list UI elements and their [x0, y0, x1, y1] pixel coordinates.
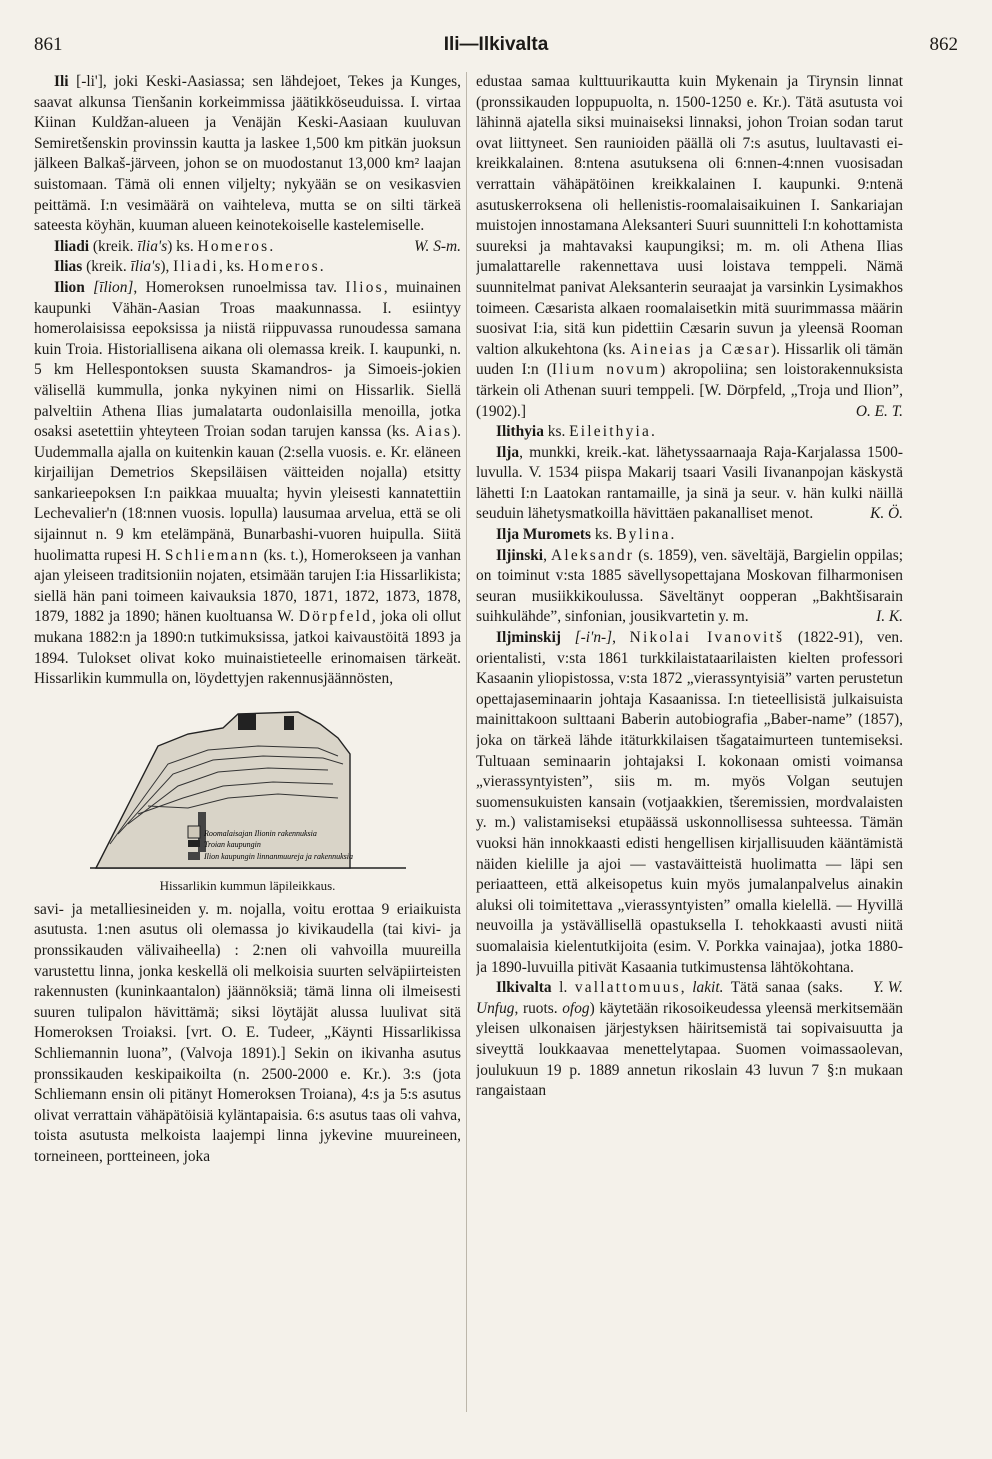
entry-text: Tätä sanaa (saks. — [723, 979, 843, 997]
entry-text: (kreik. — [82, 258, 131, 276]
entry-text: (ks. t.), Homerokseen ja vanhan ajan yleiseen traditsioniin nojaten, etsimään tarujen I:ia Hissarlikista; siellä hän pani toimeen kaivauksia 1870, 1871, 1872, 1873, 1878, 1879, 1882 ja 1890; hänen kuoltuansa W. — [34, 546, 461, 626]
page-number-right: 862 — [929, 34, 958, 55]
hissarlik-cross-section-figure — [34, 694, 461, 894]
entry-text: ). Uudemmalla ajalla on kuitenkin kauan (2:sella vuosis. e. Kr. eläneen kirjailijan Demetrios Skepsiläisen väitteiden nojalla) etsitty sankarieepoksen I:n paikkaa muualta; hyvin yleisesti kannatettiin Lechevalier'n (18:nnen vuosis. lopulla) lausumaa arvelua, että se oli sijainnut n. 9 km etelämpänä, Bunarbashi-vuoren huipulla. Siitä huolimatta rupesi H. — [34, 423, 461, 564]
cross-reference: Aias — [415, 423, 453, 441]
entry-ilion-continued — [476, 72, 903, 422]
entry-ilion-continued: savi- ja metalliesineiden y. m. nojalla, voitu erottaa 9 eriaikuista asutusta. 1:nen asutus oli olemassa jo kivikaudella (tai kivi- ja pronssikauden välivaiheella) : 2:nen oli vahvoilla muureilla varustettu linna, jonka keskellä oli melkoisia suurten selväpiirteisten rakennusten (kuninkaantalon) jäännöksiä; tämä linna oli ilmeisesti suuren tulipalon hävittämä; siksi löytäjät alussa luulivat sitä Homeroksen Troiaksi. [vrt. O. E. Tudeer, „Käynti Hissarlikissa Schliemannin luona”, (Valvoja 1891).] Sekin on ikivanha asutus pronssikauden keskipaikoilta (n. 2500-2000 e. Kr.). 3:s (jota Schliemann ensin oli pitänyt Homeroksen Troiana), 4:s ja 5:s asutus olivat verrattain vähäpätöisiä kyläntapaisia. 6:s asutus taas oli vahva, toista asutusta melkoista laajempi linna jykevine muureineen, torneineen, portteineen, joka — [34, 900, 461, 1165]
entry-text: ). Hissarlik oli tämän uuden I:n ( — [476, 340, 903, 379]
entry-text: [-li'], joki Keski-Aasiassa; sen lähdejoet, Tekes ja Kunges, saavat alkunsa Tienšanin korkeimmissa jäätikköseuduissa. I. virtaa Kiinan Kuldžan-alueen ja Venäjän Keski-Aasiaan kuuluvan Semiretšenskin provinssin kautta ja laskee 1,500 km pitkän juoksun jälkeen Balkaš-järveen, johon se on muodostanut 13,000 km² laajan suistomaan. Tämä oli ennen viljelty; nykyään se on vesikasvien peittämä. I:n vesimäärä on vaihteleva, mutta se on silti tärkeä sateesta köyhän, kuuman alueen keinotekoiselle kastelemiselle. — [34, 73, 461, 235]
cross-reference: Bylina. — [616, 526, 677, 544]
entry-text-italic: lakit. — [692, 979, 724, 997]
entry-text: , muinainen kaupunki Vähän-Aasian Troas maakunnassa. I. esiintyy homerolaisissa eepoksissa ja niistä riippuvassa runoudessa samana kuin Troia. Historiallisena aikana oli olemassa kreik. I. kaupunki, n. 5 km Hellespontoksen suusta Skamandros- ja Simoeis-jokien välisellä kummulla, jonka nykyinen nimi on Hissarlik. Siellä palveltiin Athena Ilias jumalatarta oudonlaisilla menoilla, jotka osaksi asetettiin yhteyteen Troian sodan tarujen kanssa (ks. — [34, 278, 461, 441]
entry-text-italic: īlia's — [130, 258, 161, 276]
wall-remains — [238, 714, 256, 730]
entry-text: , Homeroksen runoelmissa tav. — [133, 278, 346, 296]
headword: Iliadi — [54, 237, 90, 255]
entry-text: , — [543, 546, 552, 564]
legend-label-1: Roomalaisajan Ilionin rakennuksia — [203, 828, 317, 838]
page-header — [34, 30, 958, 60]
entry-text: , joka oli ollut mukana 1882:n ja 1890:n tutkimuksissa, jatkoi kaivaustöitä 1893 ja 1894. Tulokset olivat koko muinaistieteelle erinomaisen tärkeät. Hissarlikin kummulla on, löydettyjen rakennusjäännösten, — [34, 608, 461, 688]
entry-text: , ks. — [218, 258, 248, 276]
entry-text: , — [680, 979, 693, 997]
legend-swatch — [188, 826, 200, 838]
left-column — [34, 72, 461, 1444]
entry-ilja — [476, 443, 903, 525]
entry-text: ks. — [543, 423, 570, 441]
cross-section-diagram — [88, 694, 408, 876]
author-initials: O. E. T. — [855, 402, 903, 420]
legend-label-2: Troian kaupungin — [203, 839, 261, 849]
author-initials: K. Ö. — [870, 505, 903, 523]
entry-ilias — [34, 257, 461, 278]
entry-ilion — [34, 278, 461, 690]
entry-text-italic: ofog — [562, 999, 590, 1017]
entry-text: ) akropoliina; sen loistorakennuksista tärkein oli Athenan suuri temppeli. [W. Dörpfeld, „Troja und Ilion”, (1902).] — [476, 361, 903, 420]
entry-text-italic: Unfug — [476, 999, 515, 1017]
wall-remains — [284, 716, 294, 730]
legend-swatch — [188, 840, 200, 847]
entry-iljinski — [476, 546, 903, 628]
entry-text: , — [612, 629, 630, 647]
headword: Ilja Muromets — [496, 526, 592, 544]
cross-reference: Ilium novum — [551, 361, 661, 379]
entry-text: ), — [160, 258, 174, 276]
entry-text: ) käytetään rikosoikeudessa yleensä merkitsemään yleisen ulkonaisen järjestyksen häiritsemistä tai sopivaisuutta ja siveyttä loukkaavaa menettelytapaa. Suomen voimassaolevan, joulukuun 19 p. 1889 annetun rikoslain 43 luvun 7 §:n mukaan rangaistaan — [476, 999, 903, 1100]
headword: Ilion — [54, 278, 85, 296]
figure-caption: Hissarlikin kummun läpileikkaus. — [159, 877, 336, 893]
headword: Ili — [54, 73, 69, 90]
cross-reference: Nikolai Ivanovitš — [629, 629, 785, 647]
cross-reference: Dörpfeld — [298, 608, 372, 626]
cross-reference: Schliemann — [164, 546, 260, 564]
entry-ilkivalta — [476, 978, 903, 1102]
column-divider — [466, 72, 467, 1412]
right-column — [476, 72, 903, 1444]
entry-ilithyia — [476, 422, 903, 443]
entry-text: ) ks. — [167, 237, 198, 255]
entry-text: , munkki, kreik.-kat. lähetyssaarnaaja Raja-Karjalassa 1500-luvulla. V. 1534 piispa Makarij tsaari Vasili Iivananpojan käskystä lähetti I:n Laatokan rantamaille, ja sinä ja seur. v. hän kulki näillä seuduin lähetysmatkoilla hävittäen pakanalliset menot. — [476, 443, 903, 523]
headword: Ilkivalta — [496, 979, 552, 997]
entry-text: ks. — [591, 526, 617, 544]
author-initials: I. K. — [876, 608, 903, 626]
entry-text: (s. 1859), ven. säveltäjä, Bargielin oppilas; on toiminut v:sta 1885 sävellysopettajana Moskovan filharmonisen seuran musiikkikoulussa. Säveltänyt oopperan „Bakhtšisarain suihkulähde”, sinfonian, jousikvartetin y. m. — [476, 546, 903, 626]
pronunciation: [īlion] — [84, 278, 134, 296]
cross-reference: Aleksandr — [551, 546, 635, 564]
cross-reference: Ilios — [345, 278, 384, 296]
headword: Ilja — [496, 443, 520, 461]
running-title: Ili—Ilkivalta — [443, 34, 549, 55]
author-initials: Y. W. — [872, 979, 903, 997]
entry-text: edustaa samaa kulttuurikautta kuin Mykenain ja Tirynsin linnat (pronssikauden loppupuolta, n. 1500-1250 e. Kr.). Tätä asutusta voi lähinnä ajatella siksi muinaiseksi linnaksi, johon Troian sodan tarut ovat liittyneet. Sen raunioiden päällä oli 7:s asutus, luultavasti ei-kreikkalainen. 8:ntena asutuksena oli 6:nnen-4:nnen vuosisadan verrattain vähäpätöinen kreikkalainen I. kaupunki. 9:ntenä asutuskerroksena oli hellenistis-roomalaisaikuinen I. Sankariajan muistojen innostamana Aleksanteri Suuri suunnitteli I:n kohottamista suureksi ja mahtavaksi kaupungiksi; m. m. oli Athena Ilias jumalattarelle rakennettava uusi loistava temppeli. Nämä suunnitelmat panivat Aleksanterin seuraajat ja varsinkin Lysimakhos toimeen. Cæsarista alkaen roomalaisetkin mitä suurimmassa määrin suosivat I:ia, sitä kun pidettiin Cæsarin suvun ja yleensä Rooman valtion alkukehtona (ks. — [476, 73, 903, 358]
cross-reference: Eileithyia. — [569, 423, 658, 441]
headword: Iljinski — [496, 546, 544, 564]
page-number-left: 861 — [34, 34, 63, 55]
entry-text-italic: īlia's — [137, 237, 168, 255]
cross-reference: Aineias ja Cæsar — [630, 340, 772, 358]
headword: Ilithyia — [496, 423, 544, 441]
entry-text: l. — [551, 979, 575, 997]
pronunciation: [-i'n-] — [561, 629, 613, 647]
headword: Iljminskij — [496, 629, 561, 647]
entry-text: (kreik. — [89, 237, 138, 255]
author-initials: W. S-m. — [414, 237, 461, 255]
cross-reference: Iliadi — [173, 258, 219, 276]
cross-reference: Homeros. — [247, 258, 326, 276]
legend-swatch — [188, 852, 200, 860]
cross-reference: Homeros. — [197, 237, 276, 255]
entry-text: (1822-91), ven. orientalisti, v:sta 1861 turkkilaistataarilaisten kielten professori Kasaanin yliopistossa, v:sta 1872 „vierassyntyisiä” varten perustetun opettajaseminaarin johtaja Kasaanissa. I:n tieteellisistä julkaisuista mainittakoon sulttaani Baberin autobiografia „Baber-name” (1857), joka on tärkeä lähde itäturkkilaisen tšagataimurteen tuntemiseksi. Tultuaan seminaarin johtajaksi I. kokonaan omisti voimansa „vierassyntyisten”, siis m. m. myös Volgan seutujen suomensukuisten kansain (votjaakkien, tšeremissien, mordvalaisten y. m.) valistamiseksi etupäässä uskonnollisessa suhteessa. Tämän vuoksi hän innokkaasti edisti hengellisen kirjallisuuden kääntämistä näiden kielille ja ajoi — vastaväitteistä huolimatta — läpi sen periaatteen, että alkeisopetus kuin myös jumalanpalvelus ainakin aluksi oli toimitettava „vierassyntyisten” omalla kielellä. — Hyvillä neuvoilla ja ystävällisellä opastuksella I. tehokkaasti avusti niitä suomalaisia kielentutkijoita (esim. V. Porkka vainajaa), jotka 1880- ja 1890-luvuilla pitivät Kasaania tutkimustensa lähtökohtana. — [476, 629, 903, 976]
headword: Ilias — [54, 258, 83, 276]
legend-label-3: Ilion kaupungin linnanmuureja ja rakennuksia — [203, 851, 353, 861]
entry-text: , ruots. — [514, 999, 563, 1017]
cross-reference: vallattomuus — [574, 979, 681, 997]
entry-ilja-muromets — [476, 525, 903, 546]
